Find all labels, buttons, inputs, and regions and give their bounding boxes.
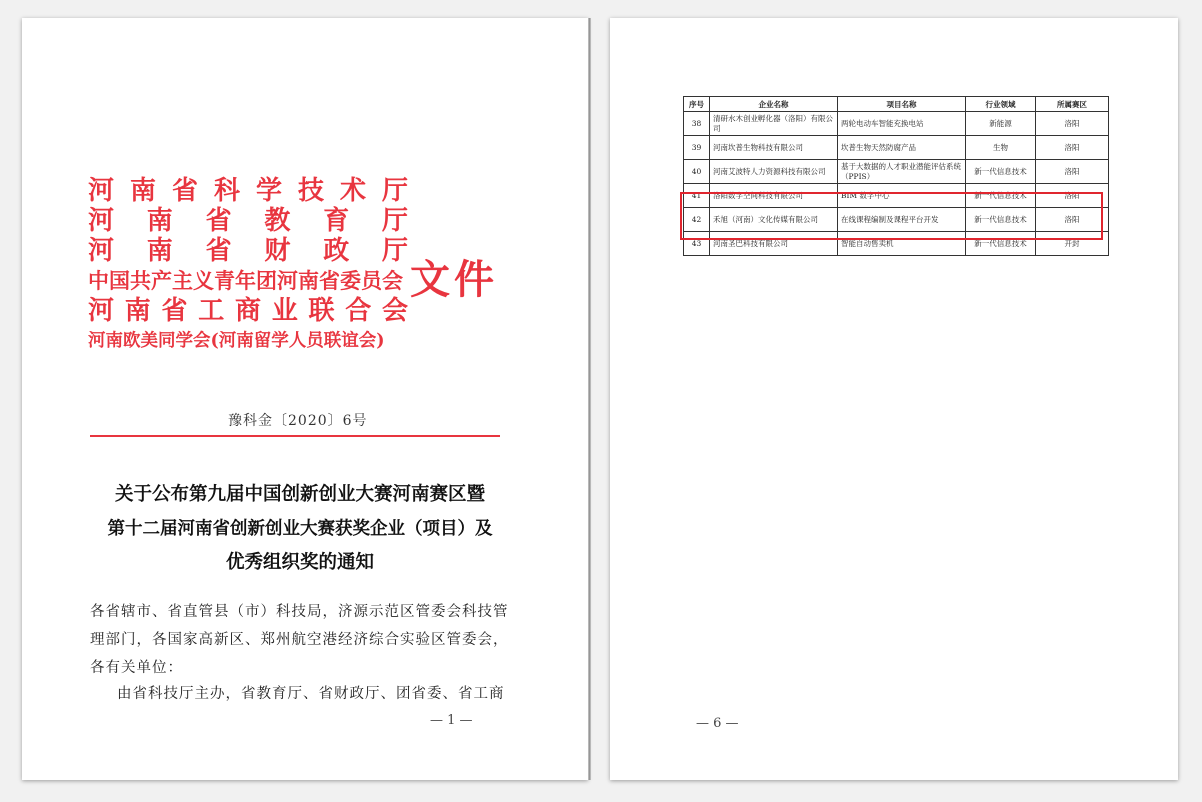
- cell-no: 43: [684, 232, 710, 256]
- cell-project: 基于大数据的人才职业潜能评估系统（PPIS）: [838, 160, 966, 184]
- notice-title: [70, 478, 530, 580]
- header-region: 所属赛区: [1036, 97, 1109, 112]
- issuer-line: 中国共产主义青年团河南省委员会: [88, 268, 403, 293]
- file-word: 文件: [410, 256, 498, 303]
- issuer-line: 河南省教育厅: [88, 206, 408, 236]
- cell-region: 洛阳: [1036, 112, 1109, 136]
- cell-no: 38: [684, 112, 710, 136]
- title-line: 第十二届河南省创新创业大赛获奖企业（项目）及: [107, 519, 493, 539]
- table-row: [684, 160, 1109, 184]
- cell-company: 清研水木创业孵化器（洛阳）有限公司: [710, 112, 838, 136]
- document-number: 豫科金〔2020〕6号: [228, 413, 368, 429]
- cell-region: 洛阳: [1036, 136, 1109, 160]
- cell-region: 洛阳: [1036, 208, 1109, 232]
- header-company: 企业名称: [710, 97, 838, 112]
- title-line: 关于公布第九届中国创新创业大赛河南赛区暨: [114, 484, 485, 505]
- issuer-line: 河南省工商业联合会: [88, 296, 408, 326]
- book-spine: [588, 18, 591, 780]
- table-row: [684, 232, 1109, 256]
- table-row: [684, 136, 1109, 160]
- issuer-line: 河南省科学技术厅: [88, 176, 408, 206]
- cell-field: 生物: [966, 136, 1036, 160]
- issuer-block: [88, 176, 408, 356]
- red-divider: [90, 435, 500, 437]
- cell-field: 新一代信息技术: [966, 160, 1036, 184]
- title-line: 优秀组织奖的通知: [225, 552, 374, 573]
- cell-region: 开封: [1036, 232, 1109, 256]
- cell-project: 两轮电动车智能充换电站: [838, 112, 966, 136]
- cell-field: 新一代信息技术: [966, 232, 1036, 256]
- table-row: [684, 208, 1109, 232]
- cell-no: 42: [684, 208, 710, 232]
- salutation: 各省辖市、省直管县（市）科技局，济源示范区管委会科技管理部门，各国家高新区、郑州航空港经济综合实验区管委会，各有关单位：: [90, 604, 509, 676]
- cell-company: 河南坎普生物科技有限公司: [710, 136, 838, 160]
- cell-field: 新一代信息技术: [966, 208, 1036, 232]
- cell-company: 洛阳数字空间科技有限公司: [710, 184, 838, 208]
- cell-company: 禾旭（河南）文化传媒有限公司: [710, 208, 838, 232]
- page-number: — 1 —: [430, 713, 473, 728]
- cell-region: 洛阳: [1036, 184, 1109, 208]
- cell-project: 坎普生物天然防腐产品: [838, 136, 966, 160]
- cell-field: 新一代信息技术: [966, 184, 1036, 208]
- cell-project: BIM 数字中心: [838, 184, 966, 208]
- cell-no: 41: [684, 184, 710, 208]
- cell-field: 新能源: [966, 112, 1036, 136]
- table-row: [684, 184, 1109, 208]
- table-header-row: [684, 97, 1109, 112]
- issuer-line: 河南欧美同学会(河南留学人员联谊会): [88, 331, 385, 351]
- header-no: 序号: [684, 97, 710, 112]
- header-project: 项目名称: [838, 97, 966, 112]
- award-table: [683, 96, 1109, 256]
- body-paragraph: 由省科技厅主办，省教育厅、省财政厅、团省委、省工商: [117, 686, 505, 702]
- header-field: 行业领域: [966, 97, 1036, 112]
- cell-company: 河南艾波特人力资源科技有限公司: [710, 160, 838, 184]
- cell-project: 在线课程编制及课程平台开发: [838, 208, 966, 232]
- page-number: — 6 —: [696, 716, 739, 731]
- cell-project: 智能自动售卖机: [838, 232, 966, 256]
- cell-region: 洛阳: [1036, 160, 1109, 184]
- issuer-line: 河南省财政厅: [88, 236, 408, 266]
- cell-company: 河南圣巴科技有限公司: [710, 232, 838, 256]
- cell-no: 40: [684, 160, 710, 184]
- cell-no: 39: [684, 136, 710, 160]
- table-row: [684, 112, 1109, 136]
